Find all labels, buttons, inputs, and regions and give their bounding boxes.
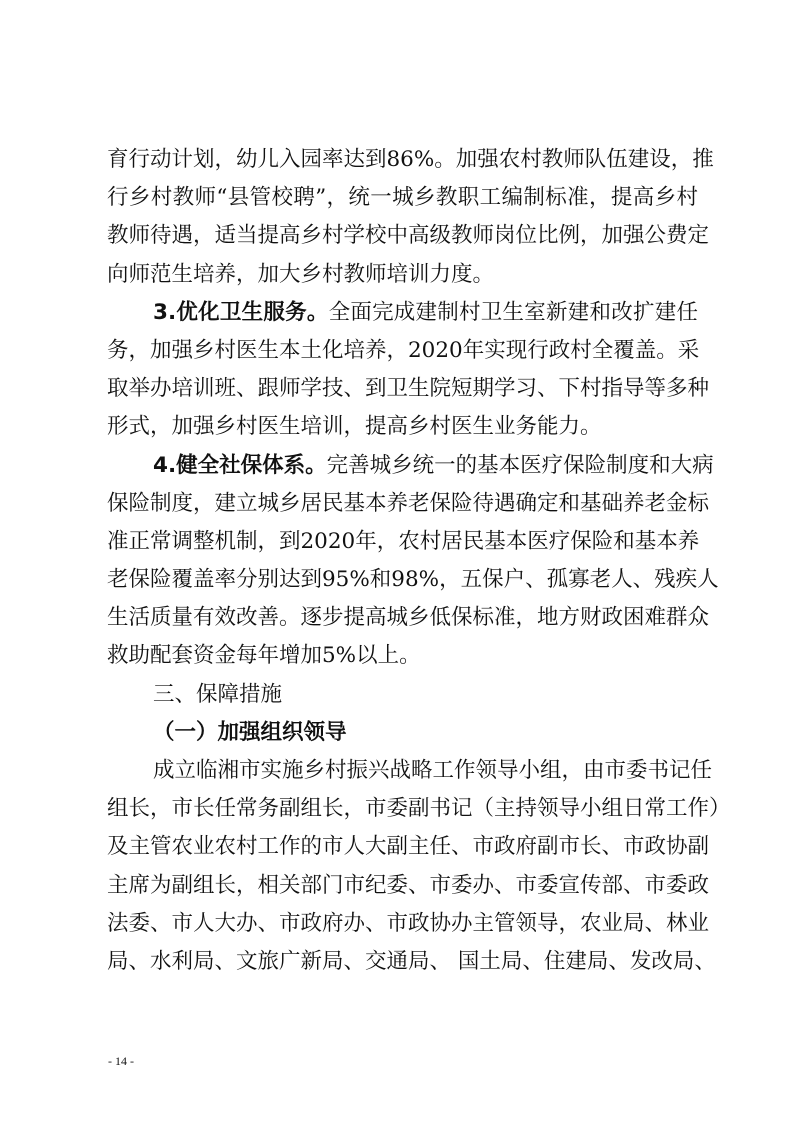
text-line — [107, 523, 698, 561]
line-text: 保险制度，建立城乡居民基本养老保险待遇确定和基础养老金标 — [107, 490, 710, 516]
text-line — [107, 217, 710, 255]
line-text: 法委、市人大办、市政府办、市政协办主管领导，农业局、林业 — [107, 910, 710, 936]
line-text: 三、保障措施 — [153, 681, 283, 707]
text-line — [107, 370, 710, 408]
line-text: 行乡村教师“县管校聘”，统一城乡教职工编制标准，提高乡村 — [107, 185, 698, 211]
section-heading — [107, 676, 698, 714]
text-line — [107, 752, 713, 790]
line-text: 取举办培训班、跟师学技、到卫生院短期学习、下村指导等多种 — [107, 376, 710, 402]
line-text: 及主管农业农村工作的市人大副主任、市政府副市长、市政协副 — [107, 834, 710, 860]
line-text: 组长，市长任常务副组长，市委副书记（主持领导小组日常工作） — [107, 796, 731, 822]
bold-lead: 3.优化卫生服务。 — [153, 299, 329, 325]
text-line — [107, 332, 698, 370]
text-line — [107, 561, 719, 599]
subsection-heading — [107, 714, 698, 752]
line-text: 形式，加强乡村医生培训，提高乡村医生业务能力。 — [107, 414, 602, 440]
text-line — [107, 905, 710, 943]
line-text: 成立临湘市实施乡村振兴战略工作领导小组，由市委书记任 — [153, 758, 713, 783]
line-text: 老保险覆盖率分别达到95%和98%，五保户、孤寡老人、残疾人 — [107, 567, 719, 593]
bold-lead: （一）加强组织领导 — [153, 719, 347, 745]
line-text: 准正常调整机制，到2020年，农村居民基本医疗保险和基本养 — [107, 528, 700, 554]
text-line — [107, 485, 710, 523]
text-line — [107, 637, 698, 675]
bold-lead: 4.健全社保体系。 — [153, 452, 327, 478]
page-number: - 14 - — [108, 1054, 134, 1068]
text-line — [107, 256, 698, 294]
text-line — [107, 828, 710, 866]
line-text: 局、水利局、文旅广新局、交通局、 国土局、住建局、发改局、 — [107, 948, 716, 974]
text-line — [107, 867, 710, 905]
line-text: 主席为副组长，相关部门市纪委、市委办、市委宣传部、市委政 — [107, 872, 710, 898]
text-line — [107, 179, 698, 217]
line-text: 完善城乡统一的基本医疗保险制度和大病 — [326, 452, 714, 478]
line-text: 教师待遇，适当提高乡村学校中高级教师岗位比例，加强公费定 — [107, 223, 710, 249]
line-text: 向师范生培养，加大乡村教师培训力度。 — [107, 261, 495, 287]
text-line — [107, 943, 716, 981]
document-body — [107, 141, 731, 981]
line-text: 育行动计划，幼儿入园率达到86%。加强农村教师队伍建设，推 — [107, 147, 714, 172]
line-text: 救助配套资金每年增加5%以上。 — [107, 643, 421, 669]
text-line — [107, 141, 714, 179]
line-text: 务，加强乡村医生本土化培养，2020年实现行政村全覆盖。采 — [107, 337, 700, 363]
text-line — [107, 447, 714, 485]
text-line — [107, 294, 698, 332]
text-line — [107, 408, 698, 446]
line-text: 全面完成建制村卫生室新建和改扩建任 — [328, 299, 698, 325]
text-line — [107, 599, 710, 637]
text-line — [107, 790, 731, 828]
line-text: 生活质量有效改善。逐步提高城乡低保标准，地方财政困难群众 — [107, 605, 710, 631]
